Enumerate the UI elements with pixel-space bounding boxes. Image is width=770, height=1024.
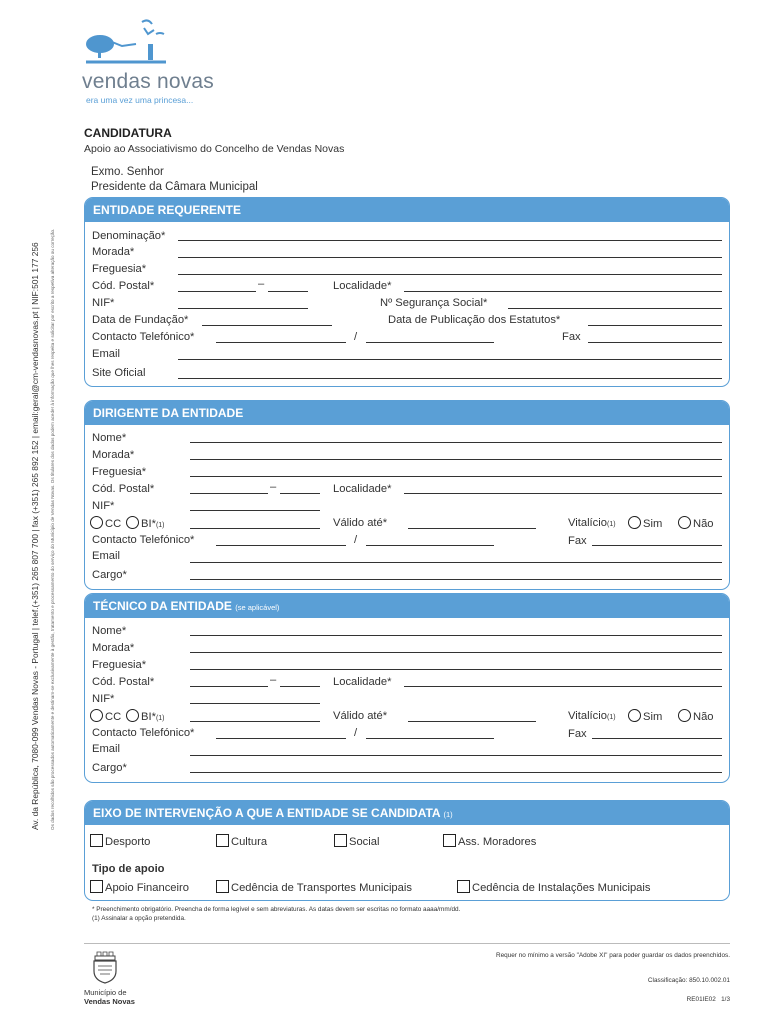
- side-privacy-note: Os dados recolhidos são processados automaticamente e destinam-se exclusivamente à gestão, tratamento e processamento do serviço do Município de Vendas Novas. Os titulares dos dados podem aceder à informação que lhes respeita e solicitar por escrito a respetiva alteração ou correção.: [50, 228, 55, 830]
- radio-icon: [90, 516, 103, 529]
- label-localidade: Localidade*: [333, 483, 392, 495]
- radio-bi-note: (1): [155, 522, 165, 529]
- label-cod-postal: Cód. Postal*: [92, 483, 155, 495]
- field-data-estatutos[interactable]: [588, 325, 722, 326]
- label-nif: NIF*: [92, 500, 115, 512]
- field-contacto-2[interactable]: [366, 342, 494, 343]
- checkbox-icon: [334, 834, 347, 847]
- brand-slogan: era uma vez uma princesa...: [86, 95, 194, 105]
- label-denominacao: Denominação*: [92, 230, 166, 242]
- greeting-line-2: Presidente da Câmara Municipal: [91, 181, 258, 193]
- field-localidade[interactable]: [404, 291, 722, 292]
- label-freguesia: Freguesia*: [92, 466, 147, 478]
- label-vitalicio: [568, 709, 616, 725]
- field-contacto-1[interactable]: [216, 738, 346, 739]
- label-valido: Válido até*: [333, 710, 388, 722]
- field-data-fundacao[interactable]: [202, 325, 332, 326]
- municipio-label: [84, 988, 135, 1006]
- label-site: Site Oficial: [92, 367, 146, 379]
- field-site[interactable]: [178, 378, 722, 379]
- label-cod-postal: Cód. Postal*: [92, 676, 155, 688]
- checkbox-social[interactable]: [334, 834, 379, 849]
- field-email[interactable]: [190, 755, 722, 756]
- checkbox-cedencia-instalacoes-label: Cedência de Instalações Municipais: [472, 882, 651, 894]
- municipal-crest-icon: [88, 950, 122, 984]
- footer-code-text: RE01IE02: [686, 996, 716, 1003]
- label-nome: Nome*: [92, 625, 127, 637]
- field-contacto-2[interactable]: [366, 738, 494, 739]
- label-email: Email: [92, 550, 120, 562]
- footer-classificacao: Classificação: 850.10.002.01: [647, 977, 730, 984]
- field-freguesia[interactable]: [190, 476, 722, 477]
- municipio-line-1: Município de: [84, 988, 127, 997]
- field-valido[interactable]: [408, 721, 536, 722]
- label-freguesia: Freguesia*: [92, 263, 147, 275]
- field-cod-postal-2[interactable]: [280, 686, 320, 687]
- label-morada: Morada*: [92, 642, 135, 654]
- radio-bi[interactable]: [126, 516, 165, 533]
- field-fax[interactable]: [592, 545, 722, 546]
- footer-code: [687, 996, 730, 1003]
- label-localidade: Localidade*: [333, 676, 392, 688]
- label-nome: Nome*: [92, 432, 127, 444]
- note-obrigatorio: * Preenchimento obrigatório. Preencha de forma legível e sem abreviaturas. As datas devem ser escritas no formato aaaa/mm/dd.: [92, 906, 461, 913]
- label-fax: Fax: [568, 728, 587, 740]
- radio-icon: [126, 516, 139, 529]
- field-localidade[interactable]: [404, 493, 722, 494]
- field-cargo[interactable]: [190, 579, 722, 580]
- field-freguesia[interactable]: [190, 669, 722, 670]
- field-cod-postal-2[interactable]: [280, 493, 320, 494]
- field-morada[interactable]: [190, 459, 722, 460]
- field-cod-postal-1[interactable]: [190, 686, 268, 687]
- field-freguesia[interactable]: [178, 274, 722, 275]
- field-nif[interactable]: [178, 308, 308, 309]
- note-opcao: (1) Assinalar a opção pretendida.: [92, 915, 186, 922]
- checkbox-social-label: Social: [349, 836, 380, 848]
- radio-nao-label: Não: [693, 518, 714, 530]
- field-cod-postal-1[interactable]: [190, 493, 268, 494]
- field-cod-postal-2[interactable]: [268, 291, 308, 292]
- page-subtitle: Apoio ao Associativismo do Concelho de Vendas Novas: [84, 143, 345, 155]
- checkbox-apoio-financeiro[interactable]: [90, 880, 189, 895]
- checkbox-icon: [90, 880, 103, 893]
- field-cod-postal-1[interactable]: [178, 291, 256, 292]
- greeting-line-1: Exmo. Senhor: [91, 166, 164, 178]
- side-address: Av. da República, 7080-099 Vendas Novas - Portugal | telef.(+351) 265 807 700 | fax (+351) 265 892 152 | email:geral@cm-vendasnovas.pt | NIF:501 177 256: [30, 242, 40, 830]
- section-tecnico-header: [85, 594, 729, 618]
- contacto-slash: /: [354, 727, 358, 739]
- side-contact-text: [30, 190, 60, 830]
- field-fax[interactable]: [592, 738, 722, 739]
- footer-divider: [84, 943, 730, 944]
- checkbox-cedencia-transportes[interactable]: [216, 880, 412, 895]
- label-contacto: Contacto Telefónico*: [92, 534, 195, 546]
- field-morada[interactable]: [178, 257, 722, 258]
- label-contacto: Contacto Telefónico*: [92, 331, 195, 343]
- label-morada: Morada*: [92, 449, 135, 461]
- radio-icon: [678, 516, 691, 529]
- radio-nao[interactable]: [678, 709, 714, 724]
- checkbox-icon: [443, 834, 456, 847]
- radio-cc[interactable]: [90, 516, 121, 531]
- label-vitalicio-text: Vitalício: [568, 710, 607, 722]
- field-nif[interactable]: [190, 510, 320, 511]
- label-localidade: Localidade*: [333, 280, 392, 292]
- cod-postal-dash: –: [270, 674, 277, 686]
- label-email: Email: [92, 743, 120, 755]
- form-notes: [92, 905, 460, 923]
- radio-nao-label: Não: [693, 711, 714, 723]
- label-vitalicio: [568, 516, 616, 532]
- checkbox-cedencia-instalacoes[interactable]: [457, 880, 650, 895]
- radio-icon: [628, 516, 641, 529]
- checkbox-ass-moradores[interactable]: [443, 834, 536, 849]
- field-fax[interactable]: [588, 342, 722, 343]
- field-cargo[interactable]: [190, 772, 722, 773]
- section-tecnico-title: TÉCNICO DA ENTIDADE: [93, 599, 232, 613]
- section-tecnico-note: (se aplicável): [235, 603, 280, 612]
- field-nome[interactable]: [190, 635, 722, 636]
- cod-postal-dash: –: [258, 278, 265, 290]
- label-valido: Válido até*: [333, 517, 388, 529]
- label-seg-social: Nº Segurança Social*: [380, 297, 488, 309]
- contacto-slash: /: [354, 534, 358, 546]
- field-contacto-1[interactable]: [216, 545, 346, 546]
- checkbox-cedencia-transportes-label: Cedência de Transportes Municipais: [231, 882, 412, 894]
- label-fax: Fax: [562, 331, 581, 343]
- municipio-line-2: Vendas Novas: [84, 997, 135, 1006]
- radio-bi-label: BI*: [141, 518, 156, 530]
- page-title: CANDIDATURA: [84, 126, 172, 140]
- checkbox-desporto-label: Desporto: [105, 836, 151, 848]
- label-contacto: Contacto Telefónico*: [92, 727, 195, 739]
- radio-bi-note: (1): [155, 715, 165, 722]
- label-vitalicio-note: (1): [606, 714, 616, 721]
- brand-name: vendas novas: [82, 70, 214, 93]
- field-email[interactable]: [178, 359, 722, 360]
- checkbox-icon: [216, 834, 229, 847]
- radio-icon: [90, 709, 103, 722]
- field-nome[interactable]: [190, 442, 722, 443]
- section-eixo-header: [85, 801, 729, 825]
- radio-cc-label: CC: [105, 711, 122, 723]
- radio-cc-label: CC: [105, 518, 122, 530]
- radio-sim[interactable]: [628, 516, 662, 531]
- checkbox-icon: [216, 880, 229, 893]
- label-cod-postal: Cód. Postal*: [92, 280, 155, 292]
- field-morada[interactable]: [190, 652, 722, 653]
- checkbox-icon: [457, 880, 470, 893]
- field-seg-social[interactable]: [508, 308, 722, 309]
- checkbox-ass-moradores-label: Ass. Moradores: [458, 836, 537, 848]
- field-email[interactable]: [190, 562, 722, 563]
- label-freguesia: Freguesia*: [92, 659, 147, 671]
- radio-cc[interactable]: [90, 709, 121, 724]
- field-doc-numero[interactable]: [190, 721, 320, 722]
- label-email: Email: [92, 348, 120, 360]
- label-nif: NIF*: [92, 297, 115, 309]
- radio-nao[interactable]: [678, 516, 714, 531]
- footer-page: 1/3: [721, 996, 730, 1003]
- label-tipo-apoio: Tipo de apoio: [92, 863, 165, 875]
- checkbox-apoio-financeiro-label: Apoio Financeiro: [105, 882, 189, 894]
- label-data-fundacao: Data de Fundação*: [92, 314, 189, 326]
- checkbox-cultura-label: Cultura: [231, 836, 268, 848]
- label-data-estatutos: Data de Publicação dos Estatutos*: [388, 314, 561, 326]
- field-denominacao[interactable]: [178, 240, 722, 241]
- section-eixo-title: EIXO DE INTERVENÇÃO A QUE A ENTIDADE SE CANDIDATA: [93, 806, 441, 820]
- section-entidade-header: ENTIDADE REQUERENTE: [85, 198, 729, 222]
- section-eixo-note: (1): [443, 810, 453, 819]
- radio-sim-label: Sim: [643, 518, 663, 530]
- footer-requirement: Requer no mínimo a versão "Adobe XI" para poder guardar os dados preenchidos.: [495, 952, 730, 959]
- section-dirigente-header: DIRIGENTE DA ENTIDADE: [85, 401, 729, 425]
- radio-sim[interactable]: [628, 709, 662, 724]
- label-fax: Fax: [568, 535, 587, 547]
- radio-sim-label: Sim: [643, 711, 663, 723]
- checkbox-icon: [90, 834, 103, 847]
- radio-icon: [126, 709, 139, 722]
- radio-bi[interactable]: [126, 709, 165, 726]
- checkbox-cultura[interactable]: [216, 834, 267, 849]
- contacto-slash: /: [354, 331, 358, 343]
- field-localidade[interactable]: [404, 686, 722, 687]
- label-vitalicio-text: Vitalício: [568, 517, 607, 529]
- label-cargo: Cargo*: [92, 569, 127, 581]
- label-cargo: Cargo*: [92, 762, 127, 774]
- radio-bi-label: BI*: [141, 711, 156, 723]
- vendas-novas-logo: [82, 18, 172, 66]
- label-nif: NIF*: [92, 693, 115, 705]
- field-contacto-2[interactable]: [366, 545, 494, 546]
- checkbox-desporto[interactable]: [90, 834, 150, 849]
- radio-icon: [628, 709, 641, 722]
- radio-icon: [678, 709, 691, 722]
- label-vitalicio-note: (1): [606, 521, 616, 528]
- field-doc-numero[interactable]: [190, 528, 320, 529]
- field-contacto-1[interactable]: [216, 342, 346, 343]
- field-valido[interactable]: [408, 528, 536, 529]
- field-nif[interactable]: [190, 703, 320, 704]
- label-morada: Morada*: [92, 246, 135, 258]
- cod-postal-dash: –: [270, 481, 277, 493]
